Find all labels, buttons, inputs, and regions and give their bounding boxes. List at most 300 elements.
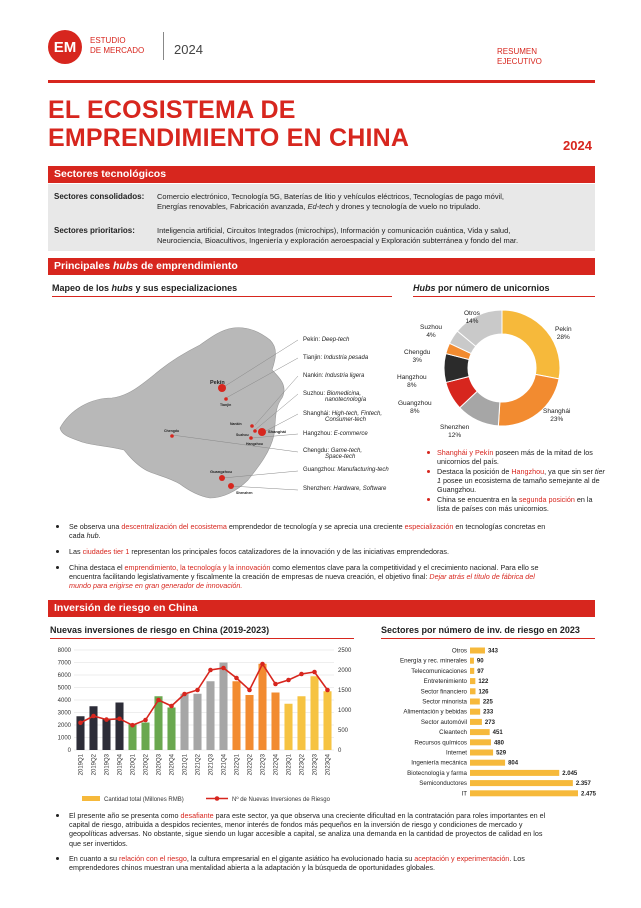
- bullet-dot: [56, 814, 59, 817]
- sector-bar: [470, 770, 559, 776]
- summary-line2: EJECUTIVO: [497, 57, 542, 66]
- eco-b1c: emprendedor de tecnología y se aprecia una creciente: [226, 522, 405, 531]
- consolidated-text: [157, 192, 592, 212]
- vc-line-point: [78, 721, 83, 726]
- dot-shenzhen: [228, 483, 234, 489]
- donut-label-name: Suzhou: [420, 324, 443, 331]
- vc-right-tick: 2500: [338, 648, 352, 654]
- sector-value: 90: [476, 658, 484, 665]
- section-sectors-heading: Sectores tecnológicos: [48, 166, 595, 183]
- specialization-city: Suzhou:: [303, 391, 327, 397]
- eco-b1-line1: [69, 522, 589, 531]
- specialization-city: Chengdu:: [303, 448, 331, 454]
- sector-bar: [470, 760, 505, 766]
- sector-label: Internet: [446, 749, 467, 757]
- investment-paragraph-2: [69, 854, 591, 872]
- specialization-city: Shenzhen:: [303, 486, 334, 492]
- title-year: 2024: [563, 138, 592, 153]
- specialization-label: [303, 431, 408, 437]
- bullet-dot: [427, 498, 430, 501]
- map-title-b: hubs: [111, 283, 134, 293]
- sector-bars: [400, 648, 596, 798]
- sector-value: 343: [487, 648, 498, 655]
- vc-x-tick: 2023Q3: [312, 754, 319, 776]
- vc-x-tick: 2022Q4: [273, 754, 280, 776]
- vc-bar: [102, 719, 110, 750]
- city-shenzhen: Shenzhen: [236, 491, 253, 495]
- vc-x-tick: 2021Q1: [182, 754, 189, 776]
- summary-line1: RESUMEN: [497, 47, 538, 56]
- sector-label: Recursos químicos: [414, 739, 467, 747]
- sector-value: 122: [478, 679, 489, 686]
- city-tianjin: Tianjin: [220, 403, 232, 407]
- specialization-label: [303, 411, 408, 423]
- sector-label: Biotecnología y farma: [407, 769, 467, 777]
- consolidated-text-2a: Energías renovables, Fabricación avanzada,: [157, 202, 308, 211]
- dot-guangzhou: [219, 475, 225, 481]
- sector-label: IT: [461, 790, 467, 798]
- unicorn-title-rule: [413, 296, 595, 297]
- vc-line-point: [117, 717, 122, 722]
- vc-bar: [167, 708, 175, 751]
- hubs-heading-c: de emprendimiento: [138, 260, 238, 272]
- eco-b3-line3: mundo para erigirse en gran generador de innovación.: [69, 581, 243, 591]
- vc-axis-labels: [58, 648, 352, 775]
- vc-line-point: [234, 676, 239, 681]
- specialization-line1: [303, 431, 408, 437]
- sector-bar: [470, 688, 475, 694]
- sector-value: 451: [492, 730, 503, 737]
- specialization-line1: [303, 486, 408, 492]
- donut-label-value: 8%: [407, 381, 417, 389]
- sector-value: 2.357: [575, 781, 591, 788]
- eco-b3c: como elementos clave para la competitividad y el crecimiento nacional. Para ello se: [270, 563, 539, 572]
- city-guangzhou: Guangzhou: [210, 469, 232, 474]
- eco-b1e: en tecnologías concretas en: [453, 522, 546, 531]
- eco-b1a: Se observa una: [69, 522, 122, 531]
- sector-label: Telecomunicaciones: [411, 667, 467, 675]
- dot-suzhou: [253, 429, 257, 433]
- donut-label-value: 23%: [550, 415, 564, 423]
- city-hangzhou: Hangzhou: [246, 442, 263, 446]
- vc-right-tick: 1500: [338, 688, 352, 694]
- unicorn-b1-b: poseen más de la mitad de los unicornios del país.: [437, 448, 593, 467]
- eco-b2c: representan los principales focos catalizadores de la innovación y de las iniciativas emprendedoras.: [129, 547, 449, 556]
- vc-line-point: [286, 678, 291, 683]
- specialization-line2: Consumer-tech: [325, 417, 366, 423]
- sector-value: 529: [496, 750, 507, 757]
- priority-text-line1: Inteligencia artificial, Circuitos Integrados (microchips), Información y comunicación cuántica, Vida y salud,: [157, 226, 511, 235]
- sector-bar: [470, 719, 482, 725]
- vc-right-tick: 2000: [338, 668, 352, 674]
- vc-x-tick: 2023Q1: [286, 754, 293, 776]
- sector-label: Otros: [451, 647, 467, 655]
- vc-combo-chart: [44, 642, 364, 812]
- specialization-text: Manufacturing-tech: [337, 467, 389, 473]
- specialization-city: Guangzhou:: [303, 467, 338, 473]
- donut-label-name: Pekín: [555, 326, 572, 333]
- eco-b3-line1: [69, 563, 589, 572]
- donut-label: [555, 326, 572, 341]
- specialization-label: [303, 355, 408, 361]
- sector-value: 2.475: [581, 791, 596, 798]
- specialization-city: Nankin:: [303, 373, 326, 379]
- unicorn-b2-a: Destaca la posición de: [437, 467, 512, 476]
- vc-line-point: [325, 688, 330, 693]
- vc-line-point: [91, 714, 96, 719]
- vc-bar: [297, 696, 305, 750]
- vc-left-tick: 4000: [57, 698, 71, 704]
- vc-gridlines: [74, 650, 334, 750]
- vc-left-tick: 0: [67, 748, 71, 754]
- vc-x-tick: 2020Q3: [156, 754, 163, 776]
- vc-line-point: [195, 688, 200, 693]
- specialization-city: Shanghái:: [303, 411, 332, 417]
- brand-name-line1: ESTUDIO: [90, 36, 126, 45]
- vc-x-tick: 2019Q4: [117, 754, 124, 776]
- sector-label: Sector minorista: [422, 698, 467, 706]
- sector-value: 233: [483, 709, 494, 716]
- vc-bar: [206, 681, 214, 750]
- vc-x-tick: 2022Q2: [247, 754, 254, 776]
- vc-line-point: [260, 662, 265, 667]
- sectors-box: [48, 184, 595, 251]
- inv-p1b: desafiante: [180, 811, 214, 820]
- city-chengdu: Chengdu: [164, 429, 180, 433]
- donut-label-value: 8%: [410, 407, 420, 415]
- bullet-dot: [427, 451, 430, 454]
- dot-shanghai: [258, 428, 266, 436]
- sector-value: 804: [508, 760, 519, 767]
- donut-label: [464, 310, 480, 325]
- unicorn-title-a: Hubs: [413, 283, 436, 293]
- vc-left-tick: 7000: [57, 660, 71, 667]
- inv-p1a: El presente año se presenta como: [69, 811, 181, 820]
- specialization-text: Industria ligera: [325, 373, 365, 379]
- vc-chart-rule: [50, 638, 354, 639]
- sector-bar: [470, 739, 491, 745]
- dot-nankin: [250, 424, 254, 428]
- specialization-text: High-tech, Fintech,: [331, 411, 383, 417]
- unicorn-b2-b: Hangzhou: [511, 467, 545, 476]
- donut-label: [543, 408, 570, 423]
- dot-hangzhou: [249, 436, 253, 440]
- page-title-line2: EMPRENDIMIENTO EN CHINA: [48, 124, 410, 152]
- vc-left-tick: 3000: [57, 710, 71, 717]
- vc-line-point: [182, 692, 187, 697]
- sector-label: Alimentación y bebidas: [403, 708, 467, 716]
- eco-b3a: China destaca el: [69, 563, 125, 572]
- vc-bar: [232, 681, 240, 750]
- eco-b1-line2: [69, 531, 589, 540]
- brand-name-line2: DE MERCADO: [90, 46, 145, 55]
- donut-label-name: Guangzhou: [398, 400, 432, 407]
- sector-bar: [470, 790, 578, 796]
- inv-p2-line2: emprendedores chinos muestran una mentalidad abierta a la adaptación y la búsqueda de oportunidades globales.: [69, 863, 436, 873]
- eco-b3b: emprendimiento, la tecnología y la innovación: [124, 563, 271, 572]
- vc-x-tick: 2019Q3: [104, 754, 111, 776]
- vc-line-point: [299, 672, 304, 677]
- unicorn-b2-c: , ya que sin ser: [544, 467, 595, 476]
- inv-p1-line3: geopolíticas adversas. No obstante, sigue siendo un lugar accesible a capital, se analiza una demanda en la cantidad de proyectos de calidad en los: [69, 829, 543, 839]
- donut-label: [404, 349, 430, 364]
- china-silhouette: [60, 328, 287, 498]
- donut-slice: [502, 310, 560, 379]
- eco-b3e: Dejar atrás el título de fábrica del: [429, 572, 535, 582]
- sector-bar: [470, 729, 490, 735]
- sector-bar: [470, 750, 493, 756]
- specialization-text: Industria pesada: [323, 355, 369, 361]
- donut-label-name: Hangzhou: [397, 374, 427, 381]
- unicorn-b3-c: en la lista de países con más unicornios.: [437, 495, 593, 514]
- donut-label-name: Shanghái: [543, 408, 571, 415]
- unicorn-b2-d: tier 1: [437, 467, 605, 486]
- inv-p2d: aceptación y experimentación: [414, 854, 510, 863]
- inv-p2a: En cuanto a su: [69, 854, 119, 863]
- dot-chengdu: [170, 434, 174, 438]
- vc-bar: [284, 704, 292, 750]
- vc-line-point: [247, 688, 252, 693]
- city-shanghai: Shanghái: [268, 429, 287, 434]
- vc-x-tick: 2023Q4: [325, 754, 332, 776]
- eco-b1f: cada: [69, 531, 87, 541]
- brand-name: [90, 36, 144, 56]
- donut-label-value: 28%: [556, 333, 570, 341]
- specialization-text: Game-tech,: [330, 448, 363, 454]
- map-title-c: y sus especializaciones: [133, 283, 238, 293]
- vc-x-tick: 2020Q2: [143, 754, 150, 776]
- header-divider: [163, 32, 164, 60]
- priority-text-line2: Neurociencia, Bioacultivos, Ingeniería y exploración aeroespacial y Exploración subterránea y fondo del mar.: [157, 236, 519, 245]
- header-year: 2024: [174, 42, 203, 57]
- sector-value: 225: [482, 699, 493, 706]
- specialization-city: Hangzhou:: [303, 431, 334, 437]
- eco-b2b: ciudades tier 1: [82, 547, 130, 556]
- investment-paragraph-1: [69, 811, 591, 848]
- inv-p2b: relación con el riesgo: [118, 854, 187, 863]
- vc-left-tick: 6000: [57, 673, 71, 679]
- ecosystem-bullet-3: [69, 563, 589, 591]
- unicorn-b1-a: Shanghái y Pekín: [437, 448, 494, 457]
- unicorn-b3-a: China se encuentra en la: [437, 495, 519, 504]
- donut-label-value: 4%: [426, 331, 436, 339]
- vc-line-point: [312, 670, 317, 675]
- specialization-line1: [303, 355, 408, 361]
- city-pekin: Pekín: [210, 380, 225, 386]
- vc-x-tick: 2021Q2: [195, 754, 202, 776]
- bullet-dot: [56, 566, 59, 569]
- unicorn-b2-e: posee un ecosistema de tamaño semejante al de Guangzhou.: [437, 476, 600, 495]
- sector-bar: [470, 780, 573, 786]
- vc-line-point: [143, 718, 148, 723]
- vc-bar: [245, 695, 253, 750]
- eco-b3-line2: [69, 572, 589, 581]
- unicorn-bullet-1: [437, 448, 607, 466]
- section-investment-heading: Inversión de riesgo en China: [48, 600, 595, 617]
- sector-label: Cleantech: [439, 729, 467, 737]
- consolidated-text-line2: [157, 202, 592, 212]
- vc-bar: [193, 694, 201, 750]
- brand-logo: EM: [48, 30, 82, 64]
- vc-bar: [271, 693, 279, 751]
- sector-bar: [470, 709, 480, 715]
- donut-label-value: 14%: [465, 317, 479, 325]
- sector-bar: [470, 699, 480, 705]
- vc-left-tick: 5000: [57, 685, 71, 692]
- connector-shenzhen: [230, 486, 298, 490]
- unicorn-b3-b: segunda posición: [518, 495, 575, 504]
- vc-x-tick: 2022Q1: [234, 754, 241, 776]
- vc-line-point: [156, 698, 161, 703]
- vc-x-tick: 2021Q4: [221, 754, 228, 776]
- inv-p2e: . Los: [509, 854, 525, 863]
- unicorn-title: [413, 283, 550, 293]
- unicorn-bullet-3: [437, 495, 607, 513]
- vc-left-tick: 8000: [57, 648, 71, 654]
- vc-x-tick: 2020Q1: [130, 754, 137, 776]
- legend-label-line: Nº de Nuevas Inversiones de Riesgo: [232, 797, 330, 803]
- specialization-label: [303, 373, 408, 379]
- inv-p1c: para este sector, ya que observa una creciente dificultad en la contratación para roles importantes en el: [213, 811, 546, 820]
- vc-line-point: [208, 668, 213, 673]
- specialization-text: Hardware, Software: [333, 486, 387, 492]
- sector-label: Entretenimiento: [423, 678, 467, 686]
- bullet-dot: [56, 550, 59, 553]
- specialization-label: [303, 486, 408, 492]
- sector-bar: [470, 658, 474, 664]
- donut-label: [397, 374, 427, 389]
- vc-right-tick: 0: [338, 748, 342, 754]
- donut-label-name: Chengdu: [404, 349, 431, 356]
- vc-line-point: [273, 682, 278, 687]
- donut-label-value: 3%: [412, 356, 422, 364]
- specialization-text: Deep-tech: [321, 337, 350, 343]
- specialization-text: E-commerce: [333, 431, 368, 437]
- donut-label: [398, 400, 432, 415]
- sector-label: Energía y rec. minerales: [399, 657, 467, 665]
- specialization-line2: Space-tech: [325, 454, 356, 460]
- bullet-dot: [427, 470, 430, 473]
- consolidated-text-2b: Ed-tech: [307, 202, 334, 211]
- eco-b1g: hub: [86, 531, 99, 541]
- vc-x-tick: 2022Q3: [260, 754, 267, 776]
- specialization-label: [303, 391, 408, 403]
- dot-tianjin: [224, 397, 228, 401]
- vc-line-point: [130, 723, 135, 728]
- inv-p1-line2: capital de riesgo, atribuida a despidos recientes, menor interés de fondos más pequeños en la inversión de riesgo y condiciones de mercado y: [69, 820, 523, 830]
- vc-x-tick: 2019Q2: [91, 754, 98, 776]
- specialization-label: [303, 448, 408, 460]
- donut-label-value: 12%: [448, 431, 462, 439]
- vc-x-tick: 2020Q4: [169, 754, 176, 776]
- vc-x-tick: 2021Q3: [208, 754, 215, 776]
- sector-label: Semiconductores: [419, 780, 467, 788]
- inv-p2-line1: [69, 854, 591, 863]
- vc-left-tick: 1000: [57, 735, 71, 742]
- bullet-dot: [56, 525, 59, 528]
- vc-bar: [258, 664, 266, 750]
- vc-left-tick: 2000: [57, 723, 71, 729]
- specialization-label: [303, 467, 408, 473]
- specialization-city: Pekín:: [303, 337, 322, 343]
- donut-label: [440, 424, 469, 439]
- sector-bar: [470, 668, 474, 674]
- inv-p2c: , la cultura empresarial en el gigante asiático ha evolucionado hacia su: [186, 854, 415, 863]
- vc-legend: [82, 796, 331, 803]
- legend-swatch-point: [215, 796, 220, 801]
- hubs-heading-b: hubs: [112, 260, 139, 272]
- eco-b1d: especialización: [404, 522, 454, 531]
- page-title-line1: EL ECOSISTEMA DE: [48, 96, 296, 124]
- china-map: [50, 300, 400, 512]
- inv-p1-line1: [69, 811, 591, 820]
- sector-value: 97: [477, 668, 484, 675]
- sector-bar-chart: [380, 642, 596, 802]
- eco-b3d: encuentra facilitando legislativamente y fiscalmente la creación de empresas de nueva creación, el objetivo final:: [69, 572, 430, 582]
- vc-bar: [89, 706, 97, 750]
- vc-bar: [141, 723, 149, 751]
- sector-label: Sector automóvil: [420, 718, 467, 726]
- consolidated-text-2c: y drones y tecnología de vuelo no tripulado.: [333, 202, 481, 211]
- vc-chart-title: Nuevas inversiones de riesgo en China (2019-2023): [50, 625, 270, 635]
- vc-x-tick: 2019Q1: [78, 754, 85, 776]
- eco-b2a: Las: [69, 547, 83, 556]
- specialization-text: Biomedicina,: [326, 391, 362, 397]
- vc-line-point: [169, 704, 174, 709]
- donut-label: [420, 324, 442, 339]
- sector-label: Sector financiero: [420, 688, 467, 696]
- vc-bars: [76, 663, 331, 751]
- sector-value: 2.045: [562, 770, 578, 777]
- vc-right-tick: 1000: [338, 708, 352, 714]
- vc-bar: [323, 691, 331, 750]
- hubs-heading-a: Principales: [54, 260, 113, 272]
- inv-p1-line4: que ser invertidos.: [69, 838, 128, 848]
- specialization-label: [303, 337, 408, 343]
- priority-text: [157, 226, 592, 246]
- section-hubs-heading: [48, 258, 595, 275]
- donut-label-name: Shenzhen: [440, 424, 470, 431]
- eco-b1h: .: [98, 531, 101, 541]
- priority-label: Sectores prioritarios:: [54, 226, 135, 235]
- sector-bar: [470, 678, 475, 684]
- legend-swatch-bar: [82, 796, 100, 801]
- vc-bar: [310, 676, 318, 750]
- header-rule: [48, 80, 595, 83]
- bullet-dot: [56, 857, 59, 860]
- city-suzhou: Suzhou: [236, 433, 249, 437]
- map-title-rule: [52, 296, 392, 297]
- consolidated-text-line1: Comercio electrónico, Tecnología 5G, Baterías de litio y vehículos eléctricos, Tecnologías de pago móvil,: [157, 192, 504, 201]
- specialization-city: Tianjin:: [303, 355, 324, 361]
- specialization-line1: [303, 467, 408, 473]
- specialization-line2: nanotecnología: [325, 397, 367, 403]
- map-title-a: Mapeo de los: [52, 283, 112, 293]
- sectors-chart-rule: [381, 638, 595, 639]
- vc-line-point: [221, 666, 226, 671]
- vc-x-tick: 2023Q2: [299, 754, 306, 776]
- unicorn-bullet-2: [437, 467, 607, 495]
- sector-bar: [470, 648, 485, 654]
- sector-value: 480: [493, 740, 504, 747]
- specialization-line1: [303, 337, 408, 343]
- sector-value: 126: [478, 689, 489, 696]
- specialization-line1: [303, 373, 408, 379]
- donut-label-name: Otros: [464, 310, 480, 317]
- eco-b1b: descentralización del ecosistema: [121, 522, 227, 531]
- consolidated-label: Sectores consolidados:: [54, 192, 145, 201]
- sector-value: 273: [484, 719, 495, 726]
